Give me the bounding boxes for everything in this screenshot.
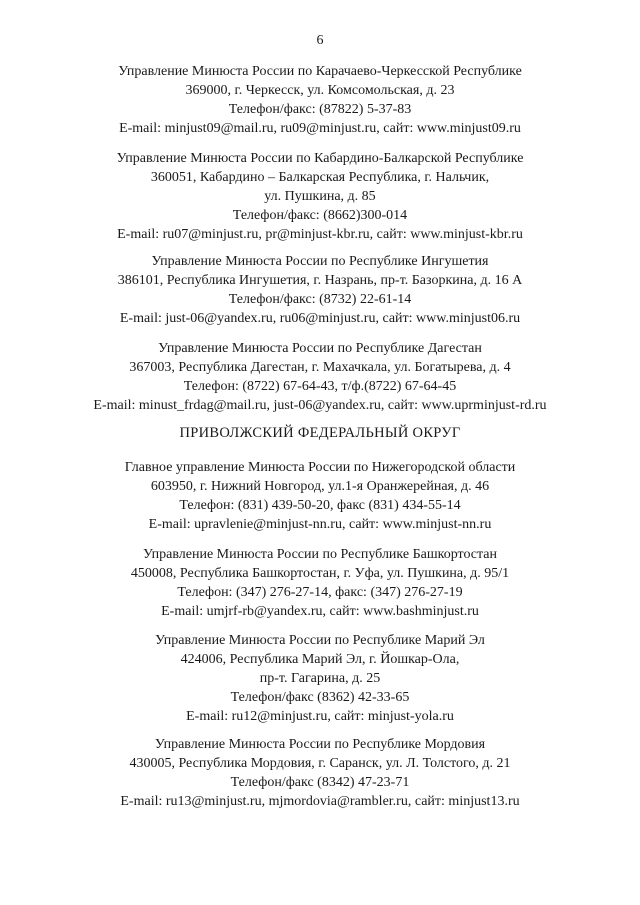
office-address: 424006, Республика Марий Эл, г. Йошкар-Ола, [180,652,460,667]
office-phone: Телефон: (831) 439-50-20, факс (831) 434-55-14 [179,498,461,513]
office-title: Управление Минюста России по Кабардино-Балкарской Республике [116,151,524,166]
office-phone: Телефон/факс: (8732) 22-61-14 [228,292,412,307]
office-email: E-mail: ru13@minjust.ru, mjmordovia@rambler.ru, сайт: minjust13.ru [120,794,520,809]
office-address: 360051, Кабардино – Балкарская Республика, г. Нальчик, [150,170,490,185]
district-heading: ПРИВОЛЖСКИЙ ФЕДЕРАЛЬНЫЙ ОКРУГ [179,425,461,441]
office-address: 367003, Республика Дагестан, г. Махачкала, ул. Богатырева, д. 4 [129,360,511,375]
office-address: 430005, Республика Мордовия, г. Саранск, ул. Л. Толстого, д. 21 [129,756,511,771]
office-email: E-mail: just-06@yandex.ru, ru06@minjust.ru, сайт: www.minjust06.ru [119,311,521,326]
office-title: Управление Минюста России по Карачаево-Черкесской Республике [118,64,522,79]
office-address: 369000, г. Черкесск, ул. Комсомольская, д. 23 [185,83,455,98]
office-block-bashkortostan [0,545,640,621]
office-phone: Телефон/факс: (8662)300-014 [232,208,408,223]
office-address: 386101, Республика Ингушетия, г. Назрань, пр-т. Базоркина, д. 16 А [117,273,523,288]
office-phone: Телефон: (8722) 67-64-43, т/ф.(8722) 67-64-45 [183,379,457,394]
office-block-mari-el [0,631,640,726]
office-block-ingushetia [0,252,640,328]
office-address: 603950, г. Нижний Новгород, ул.1-я Оранжерейная, д. 46 [150,479,490,494]
page-number: 6 [316,33,324,48]
office-block-karachay-cherkess [0,62,640,138]
office-block-mordovia [0,735,640,811]
office-phone: Телефон: (347) 276-27-14, факс: (347) 276-27-19 [177,585,463,600]
office-title: Главное управление Минюста России по Нижегородской области [124,460,516,475]
office-phone: Телефон/факс (8362) 42-33-65 [230,690,410,705]
office-title: Управление Минюста России по Республике Мордовия [154,737,486,752]
office-block-dagestan [0,339,640,415]
office-email: E-mail: minust_frdag@mail.ru, just-06@yandex.ru, сайт: www.uprminjust-rd.ru [93,398,547,413]
office-address-street: ул. Пушкина, д. 85 [264,189,376,204]
office-title: Управление Минюста России по Республике Ингушетия [151,254,489,269]
office-email: E-mail: ru07@minjust.ru, pr@minjust-kbr.ru, сайт: www.minjust-kbr.ru [117,227,523,242]
office-email: E-mail: umjrf-rb@yandex.ru, сайт: www.bashminjust.ru [161,604,479,619]
office-email: E-mail: ru12@minjust.ru, сайт: minjust-yola.ru [186,709,454,724]
office-block-nizhny-novgorod [0,458,640,534]
office-title: Управление Минюста России по Республике Башкортостан [142,547,498,562]
office-address-street: пр-т. Гагарина, д. 25 [259,671,381,686]
office-block-kabardino-balkar [0,149,640,244]
office-address: 450008, Республика Башкортостан, г. Уфа, ул. Пушкина, д. 95/1 [130,566,510,581]
office-phone: Телефон/факс: (87822) 5-37-83 [228,102,412,117]
office-email: E-mail: minjust09@mail.ru, ru09@minjust.ru, сайт: www.minjust09.ru [119,121,521,136]
office-email: E-mail: upravlenie@minjust-nn.ru, сайт: www.minjust-nn.ru [148,517,492,532]
office-title: Управление Минюста России по Республике Марий Эл [155,633,485,648]
office-title: Управление Минюста России по Республике Дагестан [158,341,482,356]
office-phone: Телефон/факс (8342) 47-23-71 [230,775,410,790]
